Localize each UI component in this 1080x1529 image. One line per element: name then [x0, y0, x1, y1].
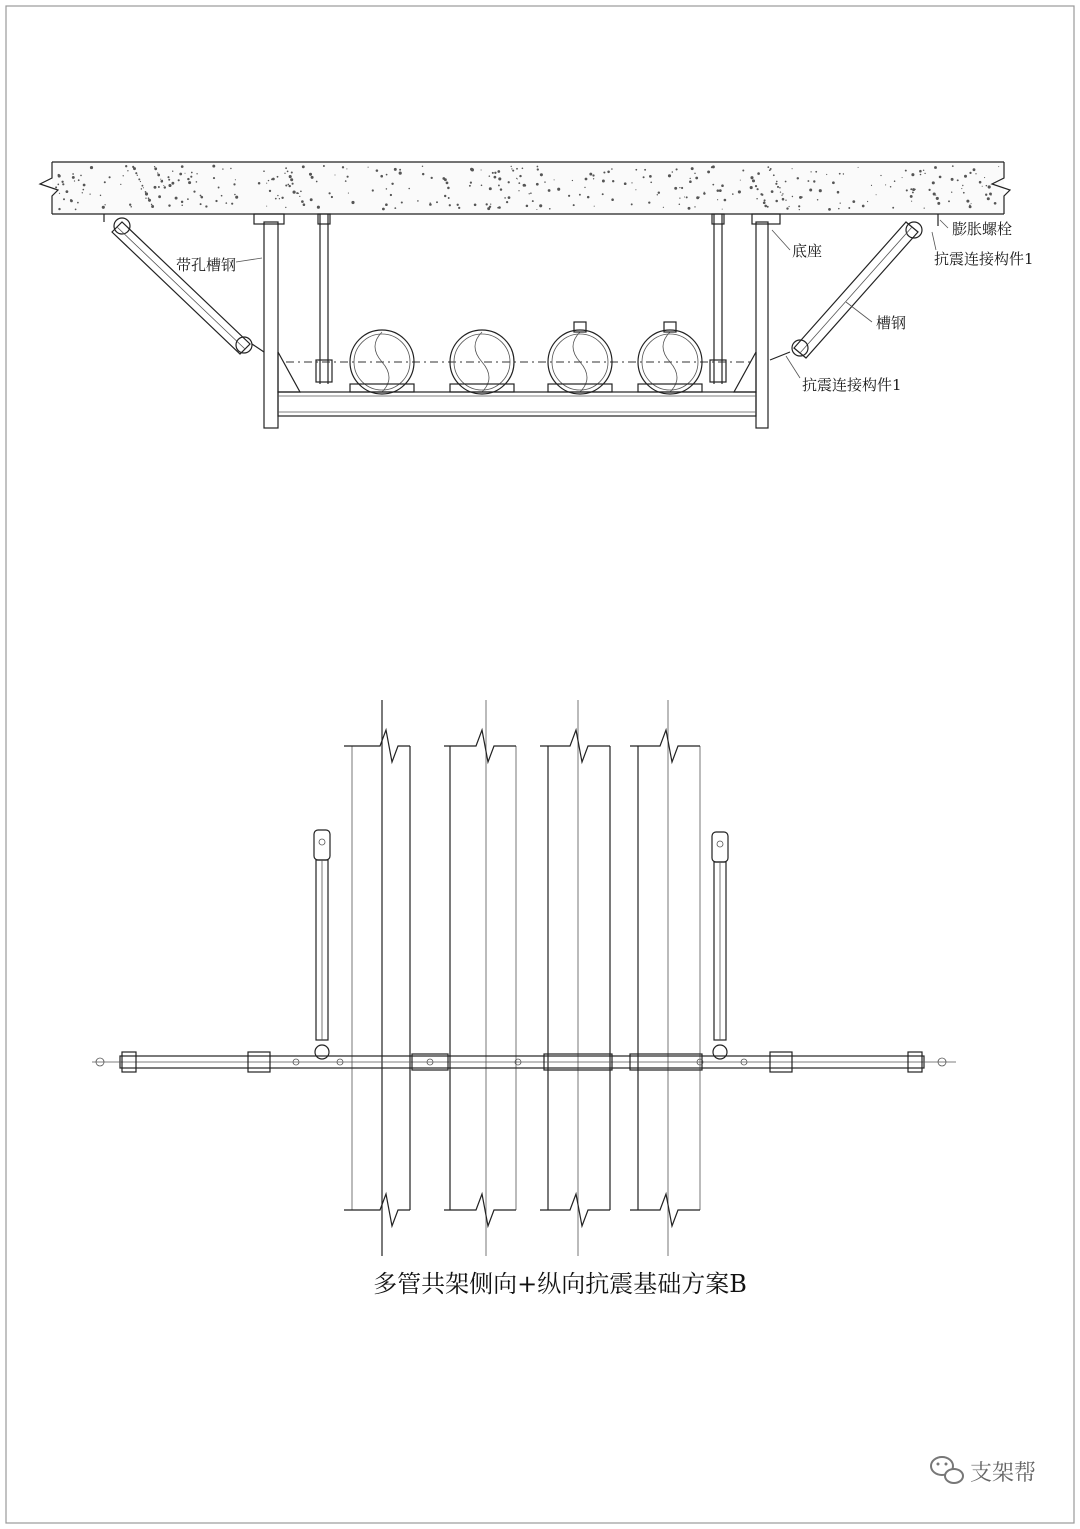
left-longitudinal-brace: [314, 830, 330, 1059]
label-channel-steel: 槽钢: [876, 314, 907, 332]
label-seismic-connector-bottom: 抗震连接构件1: [802, 376, 902, 394]
label-base: 底座: [792, 242, 823, 260]
label-expansion-bolt: 膨胀螺栓: [952, 220, 1013, 238]
left-diagonal-brace: [104, 214, 264, 354]
pipe-strip-3: [540, 700, 610, 1256]
label-slotted-channel: 带孔槽钢: [176, 256, 237, 274]
right-diagonal-brace: [770, 214, 938, 360]
concrete-slab: [40, 162, 1010, 214]
inner-hangers: [316, 214, 726, 384]
watermark: [931, 1457, 1036, 1486]
pipe-3: [548, 322, 612, 394]
pipe-strip-1: [344, 700, 410, 1256]
label-seismic-connector-top: 抗震连接构件1: [934, 250, 1034, 268]
pipe-strip-4: [630, 700, 700, 1256]
pipe-4: [638, 322, 702, 394]
leader-lines: [236, 220, 948, 378]
watermark-text: 支架帮: [970, 1461, 1037, 1486]
plan-view: [92, 700, 956, 1256]
wechat-icon: [931, 1457, 963, 1483]
drawing-caption: 多管共架侧向+纵向抗震基础方案B: [373, 1270, 747, 1298]
right-longitudinal-brace: [712, 832, 728, 1059]
side-view: [40, 162, 1034, 428]
pipes: [286, 322, 752, 394]
crossbar: [92, 1052, 956, 1072]
pipe-strip-2: [444, 700, 516, 1256]
